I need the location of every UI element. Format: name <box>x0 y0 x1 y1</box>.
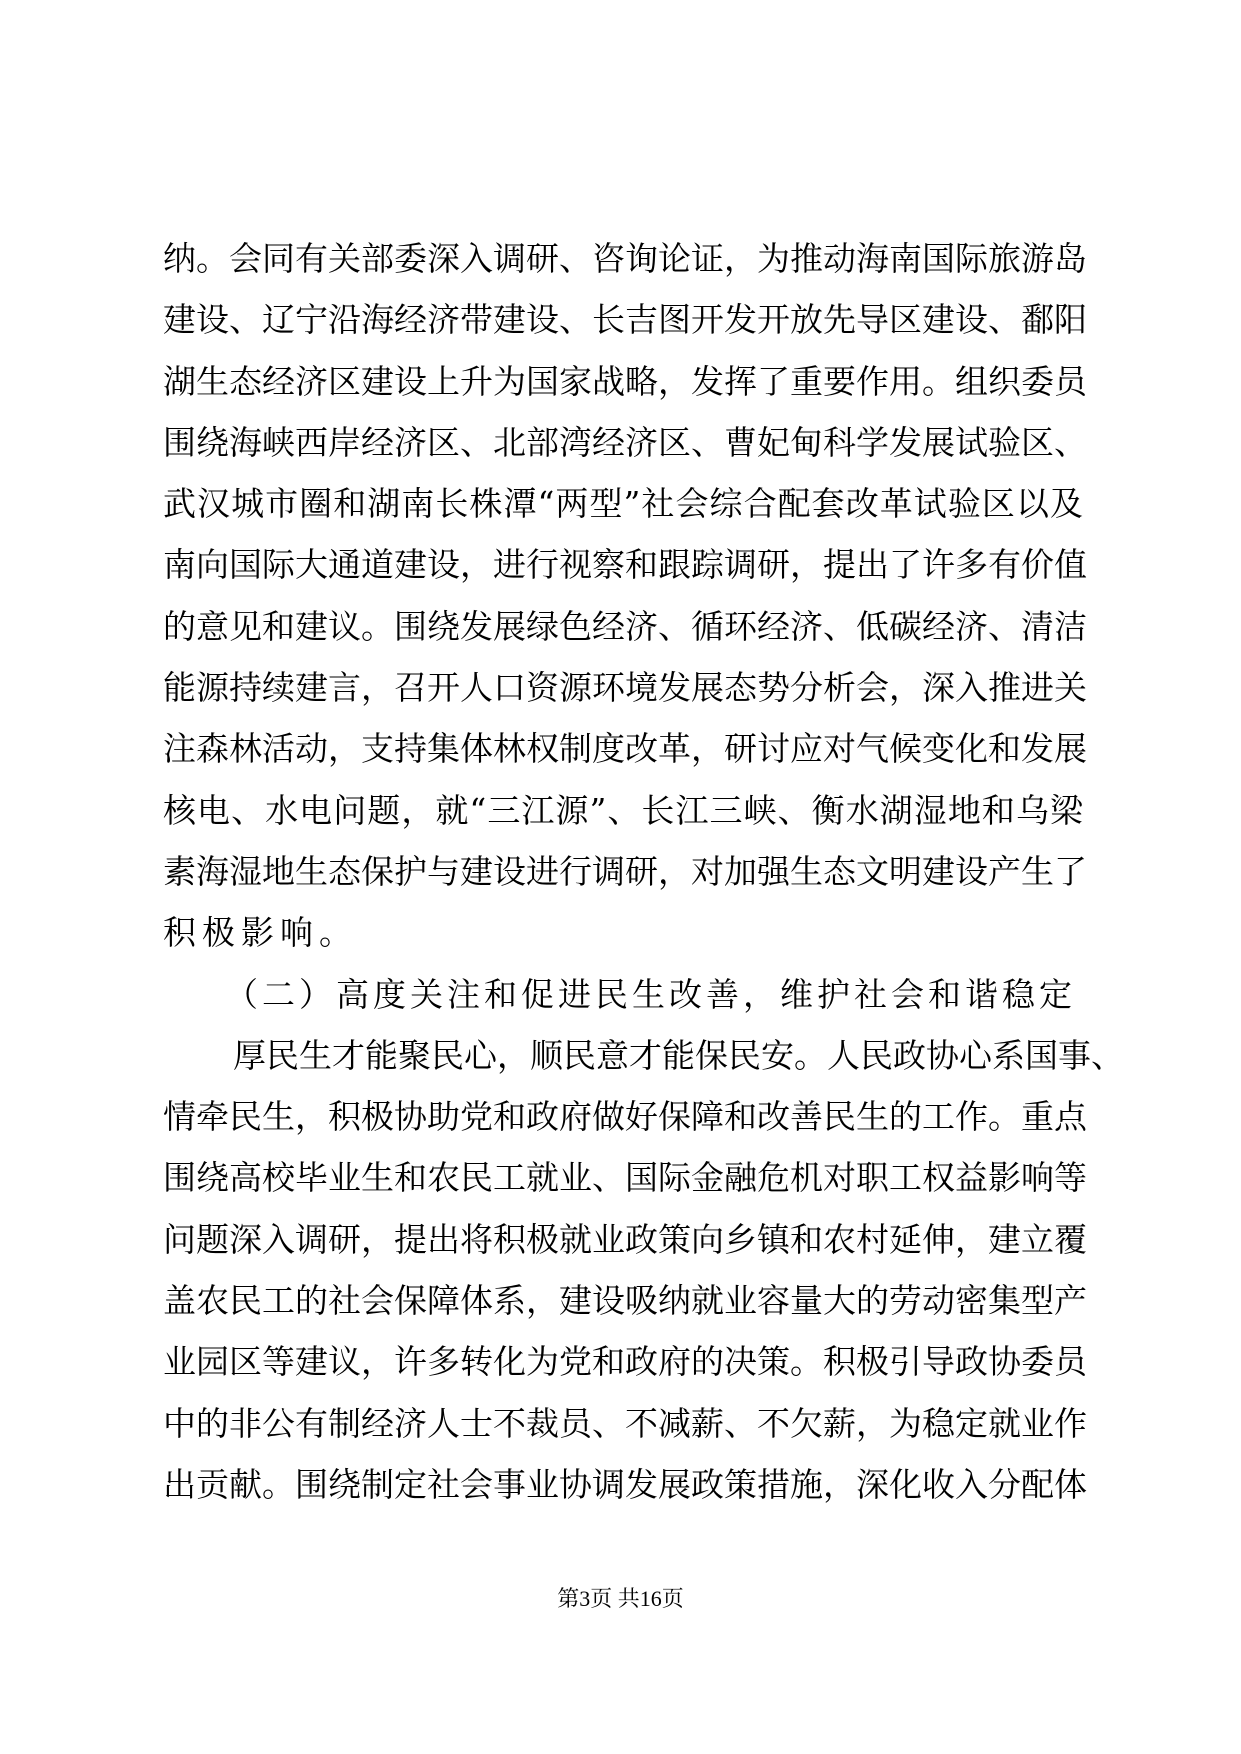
text-line: 问题深入调研，提出将积极就业政策向乡镇和农村延伸，建立覆 <box>163 1219 1087 1259</box>
text-line: 建设、辽宁沿海经济带建设、长吉图开发开放先导区建设、鄱阳 <box>163 300 1087 340</box>
page-number-footer: 第3页 共16页 <box>557 1586 684 1611</box>
text-line: 核电、水电问题，就“三江源”、长江三峡、衡水湖湿地和乌梁 <box>163 790 1083 830</box>
text-line: 出贡献。围绕制定社会事业协调发展政策措施，深化收入分配体 <box>163 1464 1087 1504</box>
paragraph-first-line: 厚民生才能聚民心，顺民意才能保民安。人民政协心系国事、 <box>233 1035 1124 1075</box>
text-line: 盖农民工的社会保障体系，建设吸纳就业容量大的劳动密集型产 <box>163 1281 1087 1321</box>
text-line: 湖生态经济区建设上升为国家战略，发挥了重要作用。组织委员 <box>163 361 1087 401</box>
text-line: 武汉城市圈和湖南长株潭“两型”社会综合配套改革试验区以及 <box>163 484 1083 524</box>
text-line: 围绕海峡西岸经济区、北部湾经济区、曹妃甸科学发展试验区、 <box>163 422 1087 462</box>
text-line: 围绕高校毕业生和农民工就业、国际金融危机对职工权益影响等 <box>163 1158 1087 1198</box>
body-text <box>163 228 1124 1515</box>
text-line: 南向国际大通道建设，进行视察和跟踪调研，提出了许多有价值 <box>163 545 1087 585</box>
text-line: 纳。会同有关部委深入调研、咨询论证，为推动海南国际旅游岛 <box>163 239 1087 278</box>
text-line: 能源持续建言，召开人口资源环境发展态势分析会，深入推进关 <box>163 668 1087 708</box>
text-line: 中的非公有制经济人士不裁员、不减薪、不欠薪，为稳定就业作 <box>163 1403 1087 1443</box>
section-heading: （二）高度关注和促进民生改善，维护社会和谐稳定 <box>225 974 1076 1014</box>
text-line: 积极影响。 <box>163 913 358 953</box>
text-line: 素海湿地生态保护与建设进行调研，对加强生态文明建设产生了 <box>163 851 1087 891</box>
text-line: 业园区等建议，许多转化为党和政府的决策。积极引导政协委员 <box>163 1342 1087 1382</box>
text-line: 的意见和建议。围绕发展绿色经济、循环经济、低碳经济、清洁 <box>163 606 1087 646</box>
text-line: 情牵民生，积极协助党和政府做好保障和改善民生的工作。重点 <box>163 1097 1087 1137</box>
text-line: 注森林活动，支持集体林权制度改革，研讨应对气候变化和发展 <box>163 729 1087 769</box>
